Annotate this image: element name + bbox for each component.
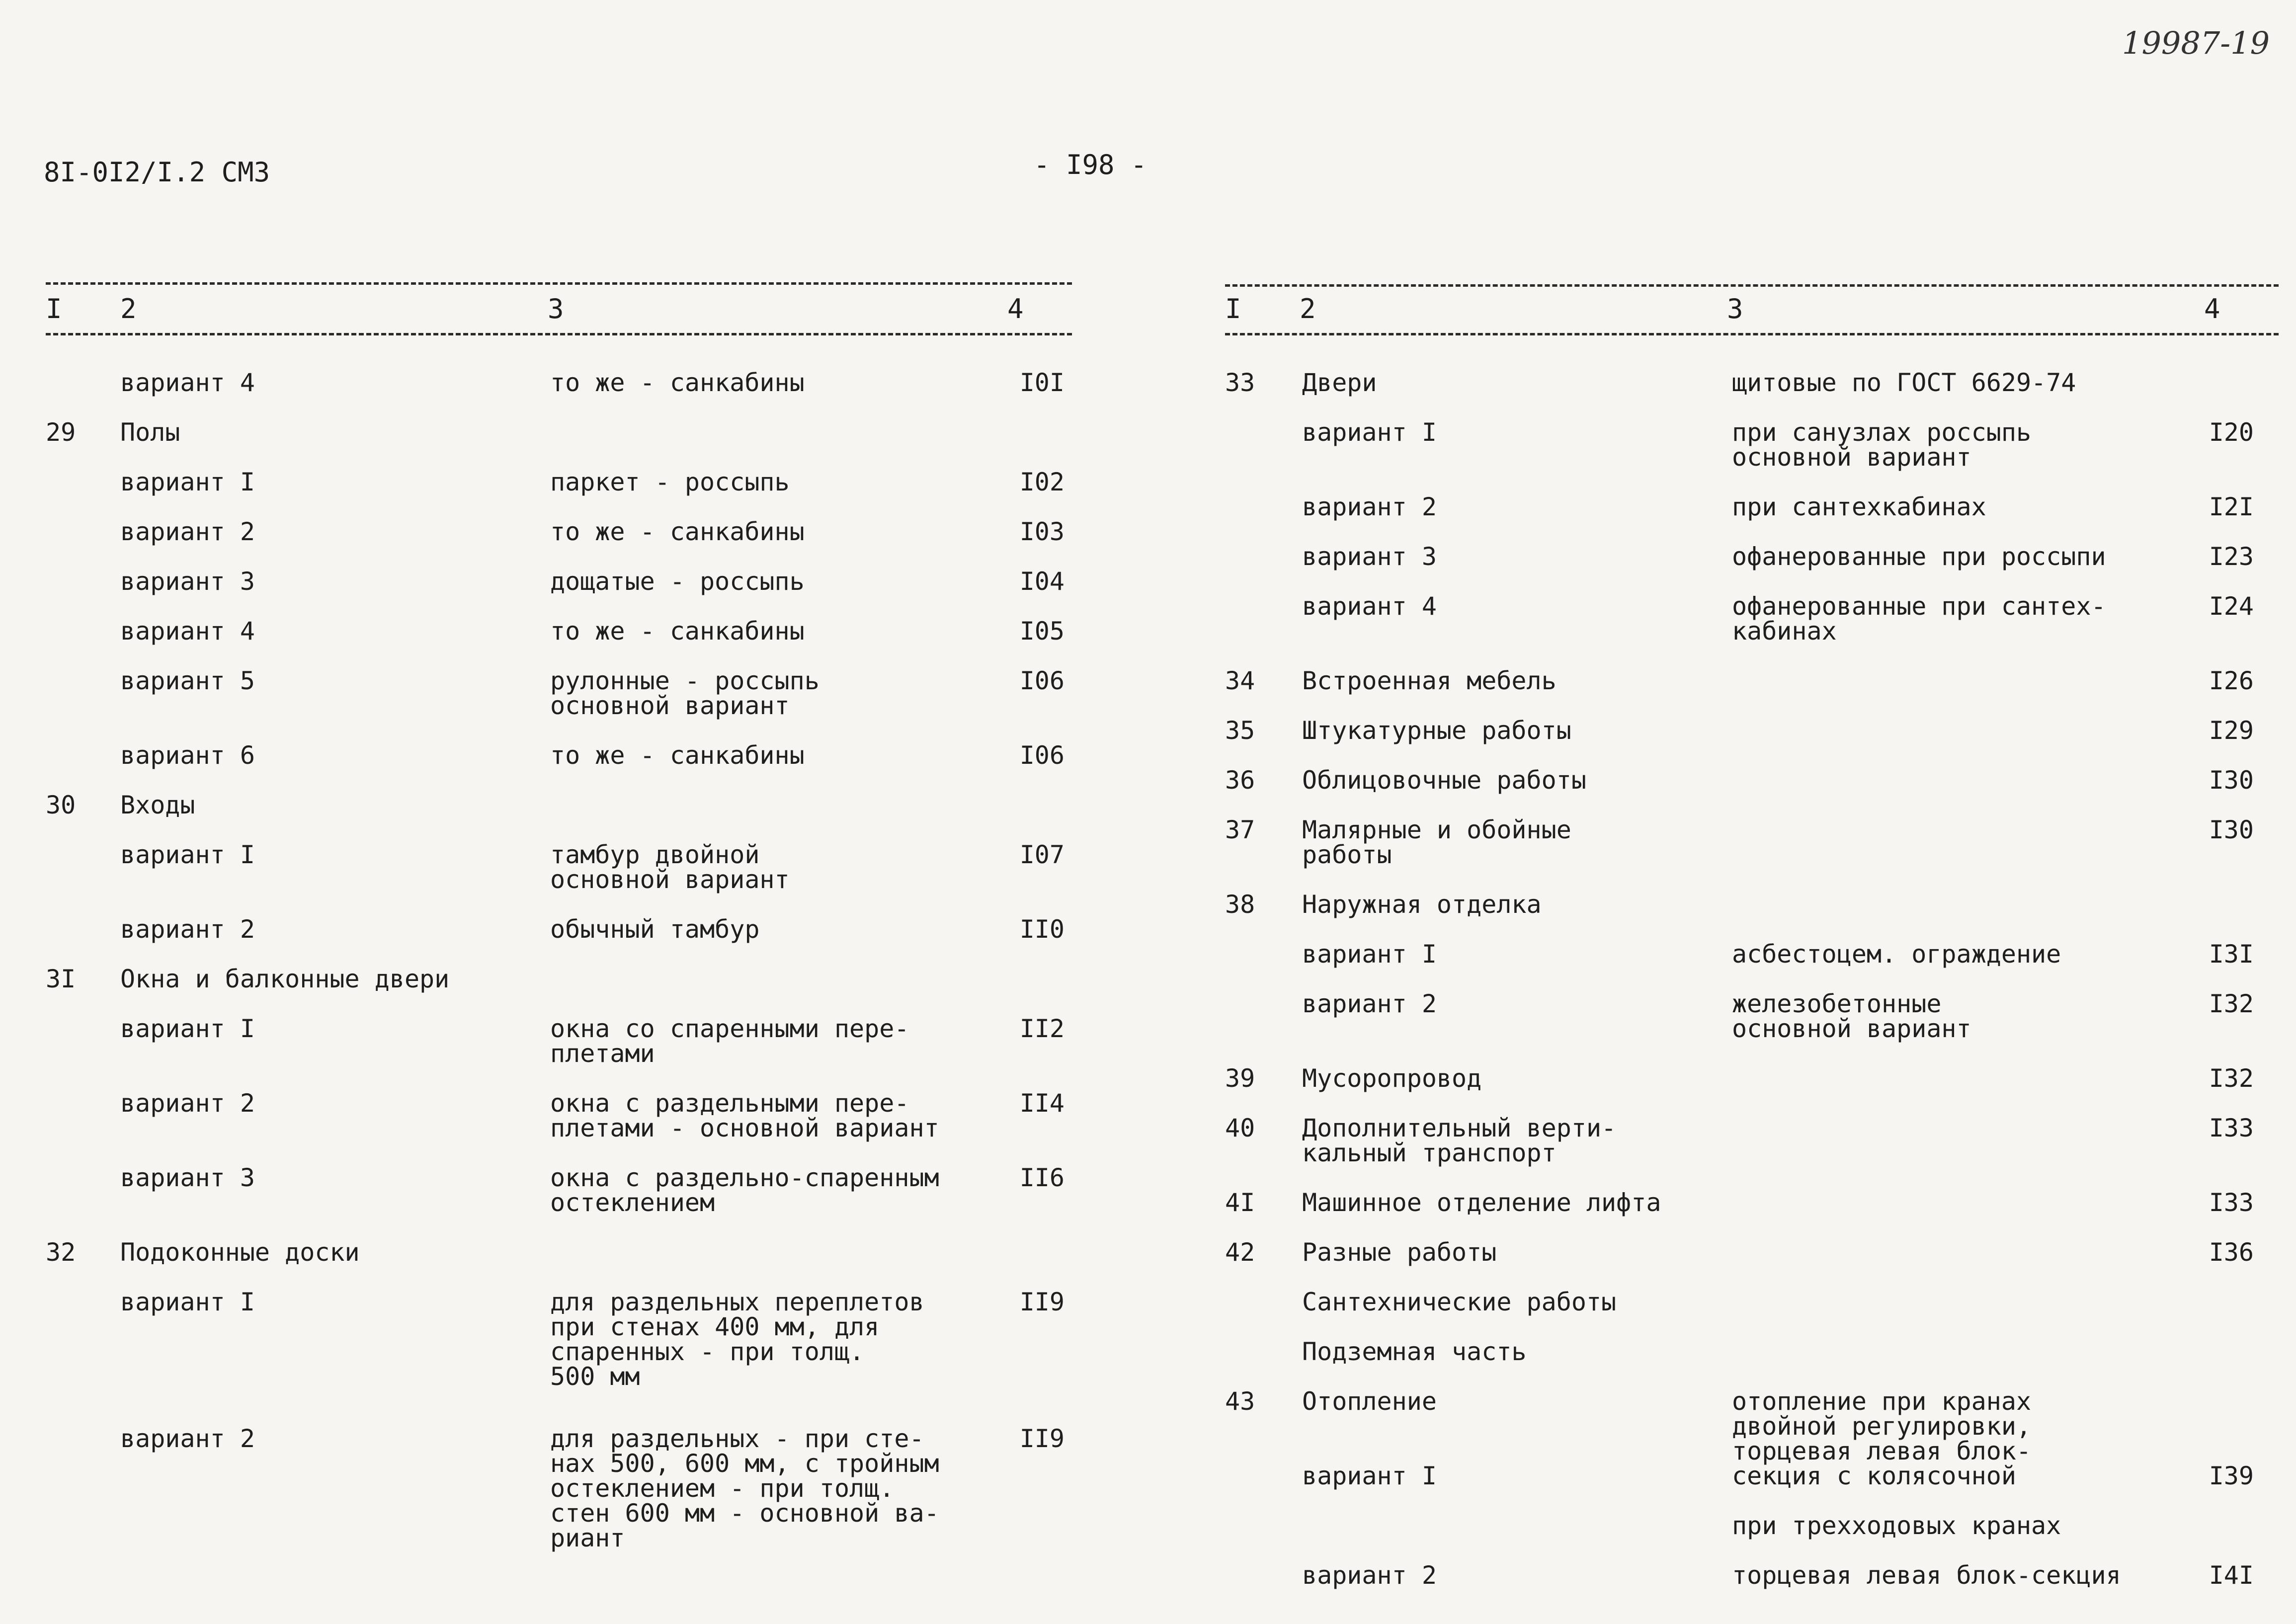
row-item-name: вариант 3 [1302,542,1437,571]
row-number: 36 [1225,766,1255,795]
row-description: окна с раздельно-спаренным остеклением [550,1163,939,1217]
row-number: 38 [1225,890,1255,919]
row-page-ref: II2 [1019,1014,1065,1043]
row-item-name: Малярные и обойные работы [1302,815,1571,869]
row-description: рулонные - россыпь основной вариант [550,666,820,720]
row-item-name: Мусоропровод [1302,1064,1482,1093]
row-description: окна с раздельными пере- плетами - основной вариант [550,1089,939,1142]
row-description: дощатые - россыпь [550,567,805,596]
row-item-name: вариант 2 [1302,492,1437,521]
left-header-rule [46,333,1072,335]
row-item-name: вариант 4 [120,617,255,646]
page-number: - I98 - [1034,149,1147,180]
row-item-name: Входы [120,791,195,819]
row-item-name: вариант I [1302,1462,1437,1490]
row-page-ref: I0I [1019,368,1065,397]
left-col-header-4: 4 [1007,293,1024,325]
row-item-name: вариант I [120,468,255,496]
left-table [46,278,1072,1595]
right-col-header-3: 3 [1727,293,1743,325]
row-description: при санузлах россыпь основной вариант [1732,418,2032,472]
row-description: железобетонные основной вариант [1732,989,1971,1043]
row-description: то же - санкабины [550,368,805,397]
row-page-ref: I29 [2209,716,2254,745]
right-table [1225,278,2279,1620]
row-number: 42 [1225,1238,1255,1267]
right-col-header-4: 4 [2204,293,2220,325]
row-item-name: Встроенная мебель [1302,666,1557,695]
row-page-ref: I04 [1019,567,1065,596]
row-number: 4I [1225,1188,1255,1217]
row-page-ref: I3I [2209,940,2254,969]
row-description: офанерованные при сантех- кабинах [1732,592,2106,646]
row-item-name: вариант 6 [120,741,255,770]
row-page-ref: I26 [2209,666,2254,695]
row-description: для раздельных переплетов при стенах 400 мм, для спаренных - при толщ. 500 мм [550,1288,924,1391]
row-number: 43 [1225,1387,1255,1416]
left-col-header-1: I [46,293,62,325]
row-item-name: вариант 3 [120,567,255,596]
row-item-name: вариант 2 [120,1424,255,1453]
row-number: 3I [46,965,76,993]
row-page-ref: I06 [1019,741,1065,770]
archive-number-stamp: 19987-19 [2122,25,2270,61]
row-item-name: Облицовочные работы [1302,766,1586,795]
row-description: паркет - россыпь [550,468,790,496]
row-item-name: Отопление [1302,1387,1437,1416]
row-description: отопление при кранах двойной регулировки, торцевая левая блок- секция с колясочной [1732,1387,2032,1490]
right-col-header-1: I [1225,293,1241,325]
row-item-name: Разные работы [1302,1238,1497,1267]
row-page-ref: I20 [2209,418,2254,447]
row-page-ref: I02 [1019,468,1065,496]
row-item-name: вариант 4 [120,368,255,397]
row-page-ref: I4I [2209,1561,2254,1590]
row-item-name: Сантехнические работы [1302,1288,1617,1316]
row-description: при сантехкабинах [1732,492,1986,521]
row-number: 39 [1225,1064,1255,1093]
row-item-name: Полы [120,418,180,447]
row-item-name: вариант 2 [120,1089,255,1118]
row-item-name: вариант I [120,1014,255,1043]
row-page-ref: I32 [2209,1064,2254,1093]
row-item-name: Окна и балконные двери [120,965,450,993]
row-page-ref: II9 [1019,1424,1065,1453]
row-page-ref: II0 [1019,915,1065,944]
row-page-ref: I39 [2209,1462,2254,1490]
row-item-name: вариант 3 [120,1163,255,1192]
row-number: 30 [46,791,76,819]
left-col-header-3: 3 [548,293,564,325]
row-description: торцевая левая блок-секция [1732,1561,2121,1590]
row-item-name: вариант I [1302,418,1437,447]
row-description: окна со спаренными пере- плетами [550,1014,909,1068]
document-code: 8I-0I2/I.2 СМЗ [44,157,270,188]
left-col-header-2: 2 [120,293,137,325]
row-number: 35 [1225,716,1255,745]
row-page-ref: I03 [1019,517,1065,546]
row-description: то же - санкабины [550,517,805,546]
row-item-name: вариант 2 [1302,1561,1437,1590]
right-header-rule [1225,333,2279,335]
row-description: офанерованные при россыпи [1732,542,2106,571]
row-number: 40 [1225,1114,1255,1142]
row-description: обычный тамбур [550,915,760,944]
row-page-ref: II6 [1019,1163,1065,1192]
row-page-ref: I30 [2209,815,2254,844]
right-top-rule [1225,284,2279,287]
row-number: 37 [1225,815,1255,844]
row-description: тамбур двойной основной вариант [550,840,790,894]
row-number: 34 [1225,666,1255,695]
row-page-ref: I2I [2209,492,2254,521]
row-description: для раздельных - при сте- нах 500, 600 мм, с тройным остеклением - при толщ. стен 600 мм - основной ва- риант [550,1424,939,1552]
row-item-name: Наружная отделка [1302,890,1542,919]
left-top-rule [46,282,1072,285]
row-page-ref: I07 [1019,840,1065,869]
row-page-ref: II4 [1019,1089,1065,1118]
row-description: то же - санкабины [550,741,805,770]
row-page-ref: I33 [2209,1114,2254,1142]
row-item-name: вариант 2 [120,915,255,944]
row-description: щитовые по ГОСТ 6629-74 [1732,368,2076,397]
row-number: 29 [46,418,76,447]
row-page-ref: I36 [2209,1238,2254,1267]
row-page-ref: I05 [1019,617,1065,646]
left-column-headers [46,293,1072,323]
row-page-ref: I30 [2209,766,2254,795]
row-page-ref: I32 [2209,989,2254,1018]
row-item-name: Подоконные доски [120,1238,360,1267]
row-page-ref: II9 [1019,1288,1065,1316]
row-item-name: вариант 2 [120,517,255,546]
row-page-ref: I33 [2209,1188,2254,1217]
row-item-name: вариант 5 [120,666,255,695]
row-number: 33 [1225,368,1255,397]
row-page-ref: I06 [1019,666,1065,695]
row-description: то же - санкабины [550,617,805,646]
row-item-name: Дополнительный верти- кальный транспорт [1302,1114,1617,1167]
row-item-name: вариант 4 [1302,592,1437,621]
right-col-header-2: 2 [1300,293,1316,325]
row-item-name: Машинное отделение лифта [1302,1188,1661,1217]
row-item-name: Двери [1302,368,1377,397]
row-item-name: Штукатурные работы [1302,716,1571,745]
row-item-name: вариант I [1302,940,1437,969]
row-page-ref: I23 [2209,542,2254,571]
row-item-name: вариант I [120,1288,255,1316]
row-description: асбестоцем. ограждение [1732,940,2061,969]
right-column-headers [1225,293,2279,323]
row-item-name: вариант I [120,840,255,869]
row-description: при трехходовых кранах [1732,1511,2061,1540]
row-item-name: Подземная часть [1302,1337,1527,1366]
row-item-name: вариант 2 [1302,989,1437,1018]
row-page-ref: I24 [2209,592,2254,621]
row-number: 32 [46,1238,76,1267]
